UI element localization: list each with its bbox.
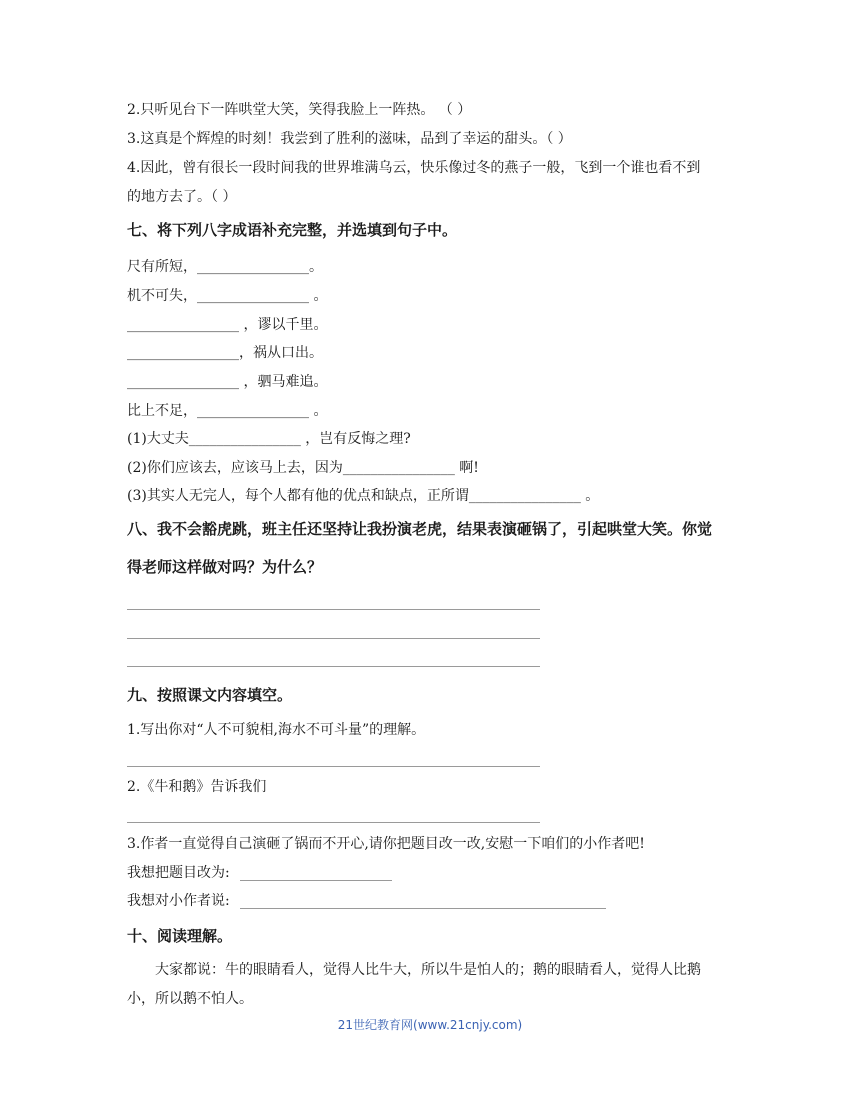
answer-line [127,666,540,667]
reading-paragraph-line2: 小，所以鹅不怕人。 [127,991,253,1007]
section-8-heading-line1: 八、我不会豁虎跳，班主任还坚持让我扮演老虎，结果表演砸锅了，引起哄堂大笑。你觉 [127,520,713,538]
answer-line [127,609,540,610]
question-9-3a: 我想把题目改为: [127,865,230,881]
idiom-item: ________________ ，谬以千里。 [127,317,328,333]
answer-line [127,822,540,823]
question-9-3: 3.作者一直觉得自己演砸了锅而不开心,请你把题目改一改,安慰一下咱们的小作者吧! [127,836,645,852]
question-9-1: 1.写出你对“人不可貌相,海水不可斗量”的理解。 [127,722,426,738]
idiom-item: 尺有所短，________________。 [127,259,323,275]
question-6-3: 3.这真是个辉煌的时刻！我尝到了胜利的滋味，品到了幸运的甜头。（ ） [127,131,572,147]
answer-line [127,766,540,767]
idiom-item: ________________，祸从口出。 [127,345,323,361]
section-9-heading: 九、按照课文内容填空。 [127,686,293,704]
question-6-2: 2.只听见台下一阵哄堂大笑，笑得我脸上一阵热。 （ ） [127,102,472,118]
answer-line [240,880,392,881]
idiom-item: 机不可失，________________ 。 [127,288,328,304]
reading-paragraph-line1: 大家都说：牛的眼睛看人，觉得人比牛大，所以牛是怕人的；鹅的眼睛看人，觉得人比鹅 [155,962,701,978]
section-10-heading: 十、阅读理解。 [127,927,233,945]
idiom-item: 比上不足，________________ 。 [127,403,328,419]
idiom-sentence: (3)其实人无完人，每个人都有他的优点和缺点，正所谓________________ 。 [127,488,600,504]
question-9-3b: 我想对小作者说: [127,893,230,909]
question-9-2: 2.《牛和鹅》告诉我们 [127,779,267,795]
answer-line [240,908,606,909]
section-8-heading-line2: 得老师这样做对吗？为什么？ [127,558,323,576]
question-6-4-line1: 4.因此，曾有很长一段时间我的世界堆满乌云，快乐像过冬的燕子一般，飞到一个谁也看不到 [127,160,701,176]
question-6-4-line2: 的地方去了。（ ） [127,189,237,205]
idiom-item: ________________ ，驷马难追。 [127,374,328,390]
idiom-sentence: (1)大丈夫________________ ，岂有反悔之理? [127,431,411,447]
section-7-heading: 七、将下列八字成语补充完整，并选填到句子中。 [127,221,458,239]
idiom-sentence: (2)你们应该去，应该马上去，因为________________ 啊! [127,460,479,476]
page-footer: 21世纪教育网(www.21cnjy.com) [337,1018,523,1032]
answer-line [127,638,540,639]
